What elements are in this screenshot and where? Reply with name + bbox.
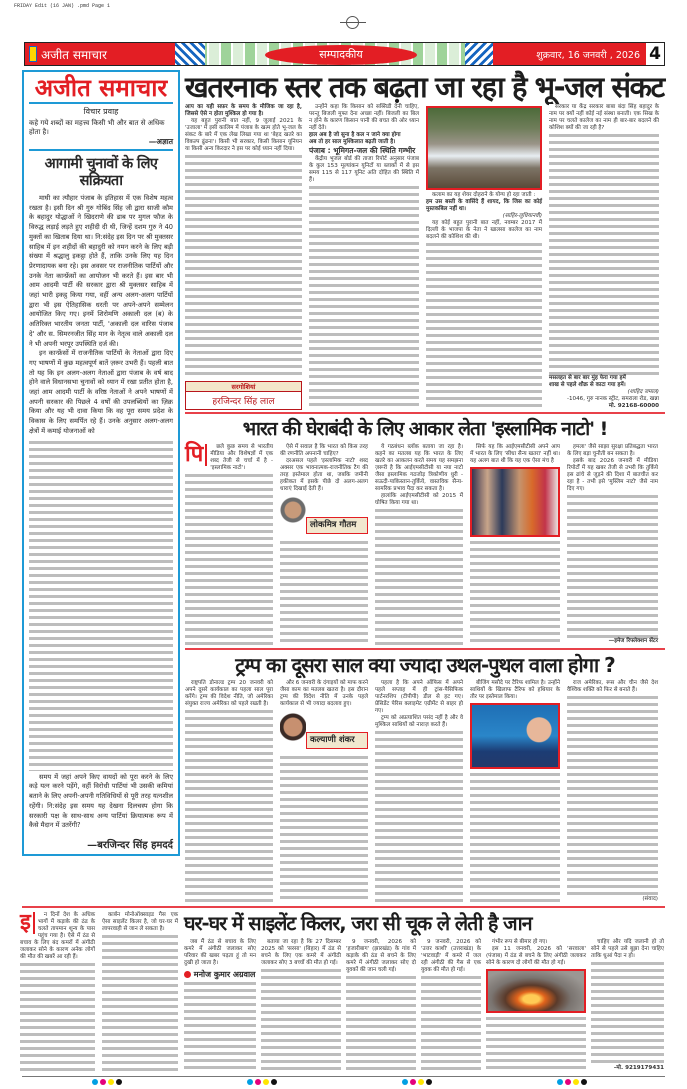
article-columns xyxy=(185,444,665,645)
islamic-nato-article xyxy=(185,417,665,645)
article-column xyxy=(280,680,368,903)
article-subheading: पंजाब : भूमिगत-जल की स्थिति गम्भीर xyxy=(309,146,416,155)
print-slug: FRIDAY Edit (16 JAN) .pmd Page 1 xyxy=(14,3,111,9)
yellow-dot xyxy=(108,1079,114,1085)
article-text: हमला' जैसे साझा सुरक्षा प्रतिबद्धता भारत के लिए बड़ा चुनौती बन सकता है। xyxy=(567,444,658,457)
article-column xyxy=(185,680,273,903)
color-registration-strip xyxy=(22,1079,665,1085)
groundwater-headline: खतरनाक स्तर तक बढ़ता जा रहा है भू-जल संकट xyxy=(185,70,664,104)
article-text: 9 जनवरी, 2026 को 'हजारीबाग' (झारखंड) के गांव में कड़ाके की ठंड से बचने के लिए कमरे में अंगीठी जलाकर सोए दो युवकों की जान चली गई। xyxy=(346,939,416,973)
article-body-continued xyxy=(591,960,664,1065)
article-column xyxy=(375,444,463,645)
article-text: यह कोई बहुत पुरानी बात नहीं, नवम्बर 2017 में दिल्ली के भाजपा के नेता ने खालसा कालेज का नाम बदलने की कोशिश की थी। xyxy=(426,220,542,240)
article-column xyxy=(280,444,368,645)
brand-logo-icon xyxy=(29,46,37,62)
article-columns xyxy=(20,912,178,1072)
article-column xyxy=(185,444,273,645)
article-text: ये गठबंधन ब्लॉक बताया जा रहा है। कहने का मतलब यह कि भारत के लिए खतरे का आकलन करते समय यह समझना ज़रूरी है कि आईएमसीटीसी या नया नाटो जैसा इस्लामिक गठजोड़ त्रिकोणीय धुरी - सऊदी-पाकिस्तान-तुर्किये, वास्तविक सैन्य-सामरिक प्रभाव पैदा कर सकता है। xyxy=(375,444,463,492)
article-column xyxy=(549,104,659,410)
article-text: 9 जनवरी, 2026 को 'उत्तर काशी' (उत्तराखंड) के 'भाटवाड़ी' में कमरे में जल रही अंगीठी की गैस से एक युवक की मौत हो गई। xyxy=(421,939,481,973)
trump-headline: ट्रम्प का दूसरा साल क्या ज्यादा उथल-पुथल वाला होगा ? xyxy=(185,653,665,677)
couplet-poet: (शाहिद जमाल) xyxy=(627,389,659,395)
article-column xyxy=(309,104,419,410)
section-divider xyxy=(185,648,665,650)
article-column xyxy=(470,444,560,645)
article-text: इस 11 जनवरी, 2026 को 'सरवाला' (पंजाब) में ठंड से बचने के लिए अंगीठी जलाकर सोने के कारण दो लोगों की मौत हो गई। xyxy=(486,946,586,966)
section-divider xyxy=(185,412,665,414)
article-column xyxy=(184,939,256,1072)
registration-mark-circle xyxy=(346,16,359,29)
article-body-continued xyxy=(346,974,416,1072)
section-title: सम्पादकीय xyxy=(265,45,417,65)
column-label: सरगोशियां xyxy=(186,382,301,392)
article-text: हालांकि आईएमसीटीसी को 2015 में घोषित किया गया था। xyxy=(375,493,463,506)
author-photo xyxy=(280,711,306,751)
editorial-paragraph: समय में जहां अपने किए वायदों को पूरा करने के लिए कड़े यत्न करने पड़ेंगे, वहीं विरोधी पार्टियां भी उसकी कमियां बताने के लिए अपनी-अपनी गतिविधियों से पूरी तरह यत्नशील रहेंगी। नि:संदेह इस समय यह देखना दिलचस्प होगा कि सरकारी पक्ष के साथ-साथ अन्य पार्टियां क्रियात्मक रूप में कैसे मैदान में उतरेंगी? xyxy=(29,772,173,830)
article-text: न दिनों देश के अधिक भागों में कड़ाके की ठंड के चलते तापमान शून्य के पास पहुंच गया है। ऐसे में ठंड से बचाव के लिए बंद कमरों में अंगीठी जलाकर सोने के कारण अनेक लोगों की मौत की खबरें आ रही हैं। xyxy=(20,912,95,960)
author-box xyxy=(280,711,368,751)
article-body-continued xyxy=(185,153,302,378)
page-number: 4 xyxy=(646,43,664,65)
article-column xyxy=(20,912,95,1072)
article-column xyxy=(375,680,463,903)
leaders-photo xyxy=(470,467,560,537)
article-text: गंभीर रूप से बीमार हो गए। xyxy=(492,939,548,945)
article-couplet: मसलहत से बार बार मुंह फेरा गया हमें xyxy=(549,375,626,381)
article-body-continued xyxy=(185,472,273,645)
article-text: चाहिए और यदि जलानी हो तो सोने से पहले उसे बुझा देना चाहिए ताकि धुआं पैदा न हो। xyxy=(591,939,664,959)
yellow-dot xyxy=(263,1079,269,1085)
author-phone: -मो. 9219179431 xyxy=(613,1065,664,1071)
article-body-continued xyxy=(470,771,560,903)
header-brand: अजीत समाचार xyxy=(41,48,107,62)
article-column xyxy=(567,680,658,903)
source-credit: —इमेज रिफ्लेक्शन सेंटर xyxy=(608,638,658,644)
article-text: पहला है कि अपने ऑफिस में अपने पहले सप्ताह में ही ट्रांस-पैसिफिक पार्टनरशिप (टीपीपी) डील से हट गए। प्रेसिडेंट पेरिस क्लाइमेट एग्रीमेंट से बाहर हो गए। xyxy=(375,680,463,714)
article-columns xyxy=(184,939,664,1072)
trump-photo xyxy=(470,703,560,769)
editorial-paragraph: इन कान्फ्रेंसों में राजनीतिक पार्टियों के नेताओं द्वारा दिए गए भाषणों में कुछ महत्वपूर्ण बातें ज़रूर उभरी हैं। पहली बात तो यह कि इन अलग-अलग नेताओं द्वारा पंजाब के वर्ष बाद होने वाले विधानसभा चुनावों को ध्यान में रखा प्रतीत होता है, जहां आम आदमी पार्टी के वरिष्ठ नेताओं ने अपने भाषणों में अपनी सरकार की पिछले 4 वर्षों की उपलब्धियों का ज़िक्र किया और यह भी दावा किया कि वह पूरा समय प्रदेश के विकास के लिए समर्पित रहे हैं। उनके अनुसार अलग-अलग क्षेत्रों में कमाई योजनाओं को xyxy=(29,349,173,435)
author-address: -1046, गुरु नानक स्ट्रीट, समराला रोड, खन्ना xyxy=(566,396,659,402)
magenta-dot xyxy=(255,1079,261,1085)
cyan-dot xyxy=(402,1079,408,1085)
article-text: और 6 जनवरी के दंगाइयों को माफ करने जैसा काम का मतलब खतरा है। इस दौरान ट्रम्प की विदेश नीति में उनके पहले कार्यकाल से भी ज्यादा बदलाव हुए। xyxy=(280,680,368,707)
article-column xyxy=(185,104,302,410)
author-box xyxy=(185,381,302,410)
yellow-dot xyxy=(573,1079,579,1085)
article-couplet: हम उस बस्ती के वासिंदे हैं शायद, कि जिस का कोई मुस्तकबिल नहीं था। xyxy=(426,199,542,212)
article-text: आप का यही सफ़र के समय के मौजिक जा रहा है, जिससे ऐसे न होता मुश्किल हो गया है। xyxy=(185,104,302,117)
article-text: बताया जा रहा है कि 27 दिसम्बर 2025 को 'सरसा' (बिहार) में ठंड से बचने के लिए एक कमरे में अंगीठी जलाकर सोए 3 बच्चों की मौत हो गई। xyxy=(261,939,341,966)
article-text: ऐसे में सवाल है कि भारत को किस तरह की रणनीति अपनानी चाहिए? xyxy=(280,444,368,457)
article-column xyxy=(102,912,178,1072)
black-dot xyxy=(581,1079,587,1085)
author-name: लोकमित्र गौतम xyxy=(306,517,368,534)
article-body-continued xyxy=(261,967,341,1072)
article-text: कलाम का यह शेयर दोहराने के योग्य हो रहा जाती : xyxy=(432,192,536,198)
author-phone: मो. 92168-60000 xyxy=(608,403,659,409)
quote-author: —अज्ञात xyxy=(29,137,173,151)
author-name: कल्याणी शंकर xyxy=(306,732,368,749)
article-text: यह बहुत पुरानी बात नहीं, 9 जुलाई 2021 के 'उजाला' में इसी कालिम में पंजाब के खत्म होते भू-जल के संकट के बारे में एक लेख लिखा गया था 'बेहद खतरे का विकल्प ढूंढना'। किसी भी सरकार, किसी किसान यूनियन या किसी अन्य किरदार ने इस पर कोई ध्यान नहीं दिया। xyxy=(185,118,302,152)
article-body-continued xyxy=(184,980,256,1072)
article-body-continued xyxy=(486,1015,586,1072)
article-text: ट्रम्प को अप्रत्याशित पसंद नहीं है और वे मुश्किल साथियों को नाराज़ करते हैं। xyxy=(375,715,463,728)
article-column xyxy=(421,939,481,1072)
author-box xyxy=(280,496,368,536)
masthead: अजीत समाचार xyxy=(29,75,173,104)
article-column xyxy=(486,939,586,1072)
cyan-dot xyxy=(557,1079,563,1085)
drop-cap: पि xyxy=(185,444,207,466)
article-text: बीजिंग मसौदे पर टैरिफ शामिल है। उन्होंने साथियों के खिलाफ टैरिफ को हथियार के तौर पर इस्तेमाल किया। xyxy=(470,680,560,700)
article-text: जब मैं ठंड से बचाव के लिए कमरे में अंगीठी जलाकर सोए परिवार की खबर पढ़ता हूं तो मन दुखी हो जाता है। xyxy=(184,939,256,966)
brazier-fire-photo xyxy=(486,969,586,1013)
editorial-signature: —बरजिन्दर सिंह हमदर्द xyxy=(87,840,173,851)
article-columns xyxy=(185,104,665,410)
bullet-icon xyxy=(184,971,191,978)
article-body-continued xyxy=(102,933,178,1072)
section-divider xyxy=(22,906,665,908)
article-text: छले कुछ समय से भारतीय मीडिया और विशेषज्ञों में एक शब्द तेजी से चर्चा में है - 'इस्लामिक नाटो'। xyxy=(210,444,273,471)
black-dot xyxy=(116,1079,122,1085)
cyan-dot xyxy=(92,1079,98,1085)
article-body-continued xyxy=(549,132,659,375)
article-text: कार्बन मोनोऑक्साइड गैस एक ऐसा साइलेंट किलर है, जो घर-घर में लापरवाही से जान ले सकता है। xyxy=(102,912,178,932)
article-text: सरकार या केंद्र सरकार बाबा बंदा सिंह बहादुर के नाम पर क्यों नहीं कोई नई संस्था बनाती। एक सिख के नाम पर चलते कालेज का नाम ही बार-बार बदलने की कोशिश क्यों की जा रही है? xyxy=(549,104,659,131)
article-text: इसके बाद 2026 जनवरी में मीडिया रिपोर्टों में यह खबर तेजी से उभरी कि तुर्किये इस ढांचे से जुड़ने की दिशा में बातचीत कर रहा है - तभी इसे 'मुस्लिम नाटो' जैसे नाम दिए गए। xyxy=(567,458,658,492)
groundwater-article xyxy=(185,70,665,410)
article-text: उन्होंने कहा कि किसान को सब्सिडी देनी चाहिए, परन्तु बिजली मुफ्त देना अच्छा नहीं। बिजली का बिल न होने के कारण किसान पानी की बचत की ओर ध्यान नहीं देते। xyxy=(309,104,419,131)
article-text: सिर्फ यह कि आईएमसीटीसी अपने आप में भारत के लिए 'सीधा सैन्य खतरा' नहीं था। यह अलग बात थी कि यह एक ऐसा मंच है xyxy=(470,444,560,464)
article-body-continued xyxy=(567,694,658,896)
article-column xyxy=(346,939,416,1072)
article-couplet: हाल अब है जो सुना है कल न जाने क्या होगा xyxy=(309,132,401,138)
article-body-continued xyxy=(280,539,368,645)
article-body-continued xyxy=(375,507,463,645)
yellow-dot xyxy=(418,1079,424,1085)
daily-quote: कहे गये शब्दों का महत्त्व किसी भी और बात से अधिक होता है। xyxy=(29,119,165,136)
magenta-dot xyxy=(565,1079,571,1085)
drop-cap: इ xyxy=(20,912,35,934)
magenta-dot xyxy=(410,1079,416,1085)
issue-date: शुक्रवार, 16 जनवरी , 2026 xyxy=(536,50,640,61)
author-photo xyxy=(280,496,306,536)
footer-rule xyxy=(22,1076,665,1077)
article-body-continued xyxy=(426,241,542,410)
black-dot xyxy=(271,1079,277,1085)
cyan-dot xyxy=(247,1079,253,1085)
header-stripes-left xyxy=(175,43,205,66)
article-body-continued xyxy=(185,708,273,903)
magenta-dot xyxy=(100,1079,106,1085)
silent-killer-article xyxy=(184,912,664,1072)
trump-article xyxy=(185,653,665,903)
source-credit: (संवाद) xyxy=(642,896,658,902)
groundwater-photo xyxy=(426,106,542,190)
article-text: राज अमेरिका, रूस और चीन जैसे देश वैश्विक शक्ति को फिर से बनाते हैं। xyxy=(567,680,658,693)
article-column xyxy=(426,104,542,410)
author-name: मनोज कुमार अग्रवाल xyxy=(193,970,256,979)
article-body-continued xyxy=(470,539,560,645)
black-dot xyxy=(426,1079,432,1085)
article-body-continued xyxy=(280,754,368,903)
article-column xyxy=(567,444,658,645)
article-text: केंद्रीय भूजल बोर्ड की ताजा रिपोर्ट अनुसार पंजाब के कुल 153 मूल्यांकन यूनिटों या ब्लाकों में से इस समय 115 से 117 यूनिट अति दोहित की स्थिति में हैं। xyxy=(309,156,419,183)
article-text: राष्ट्रपति डोनाल्ड ट्रम्प 20 जनवरी को अपने दूसरे कार्यकाल का पहला साल पूरा करेंगे। ट्रम्प की विदेश नीति, जो अमेरिका संयुक्त राज्य अमेरिका को पहले रखती है। xyxy=(185,680,273,707)
islamic-nato-headline: भारत की घेराबंदी के लिए आकार लेता 'इस्लामिक नाटो' ! xyxy=(185,417,665,441)
article-couplet: अब तो हर साल मुश्किलात बढ़ती जाती है। xyxy=(309,139,396,145)
article-column xyxy=(591,939,664,1072)
article-body-continued xyxy=(567,493,658,638)
article-body-continued xyxy=(20,961,95,1072)
author-name: हरजिन्दर सिंह लाल xyxy=(212,397,275,407)
silent-killer-headline: घर-घर में साइलेंट किलर, जरा सी चूक ले लेती है जान xyxy=(184,912,664,936)
article-column xyxy=(261,939,341,1072)
editorial-headline: आगामी चुनावों के लिए सक्रियता xyxy=(44,156,158,189)
header-stripes-right xyxy=(465,43,493,66)
silent-killer-left-columns xyxy=(20,912,178,1072)
article-body-continued xyxy=(421,974,481,1072)
author-byline xyxy=(184,970,256,980)
article-body-continued xyxy=(375,729,463,903)
article-text: दरअसल पहले 'इस्लामिक नाटो' शब्द अक्सर एक भावनात्मक-राजनीतिक टैग की तरह इस्तेमाल होता था, जबकि जमीनी हकीकत में इसके पीछे दो अलग-अलग धाराएं दिखाई देती हैं। xyxy=(280,458,368,492)
article-columns xyxy=(185,680,665,903)
article-body-continued xyxy=(309,184,419,410)
article-couplet: शाख से पहले शौक़ से काटा गया हमें। xyxy=(549,382,626,388)
page-header-bar xyxy=(24,42,665,66)
thought-flow-label: विचार प्रवाह xyxy=(83,107,119,116)
editorial-column xyxy=(22,70,180,856)
article-column xyxy=(470,680,560,903)
couplet-poet: (साहिर-लुधियानवी) xyxy=(502,213,542,219)
editorial-paragraph: माघी का त्यौहार पंजाब के इतिहास में एक विशेष महत्व रखता है। इसी दिन श्री गुरु गोबिंद सिंह जी द्वारा साजी कौम के बहादुर योद्धाओं ने खिदराणे की ढाब पर मुगल फौज के विरुद्ध लड़ाई लड़ते हुए शहीदी दी थी, जिन्हें दशम गुरु ने 40 मुक्तों का खिताब दिया था। नि:संदेह इस दिन पर श्री मुक्तसर साहिब में इन शहीदों की बहादुरी को नमन करने के लिए बड़ी संख्या में श्रद्धालु इकट्ठा होते हैं, ताकि उनके लिए यह दिन प्रेरणादायक बना रहे। इस अवसर पर राजनीतिक पार्टियों और उनके नेता कान्फ्रेंसों का आयोजन भी करते हैं। इस बार भी आम आदमी पार्टी की सरकार द्वारा श्री मुक्तसर साहिब में जहां भारी इकट्ठ किया गया, वहीं अन्य अलग-अलग पार्टियों द्वारा भी इस ऐतिहासिक धरती पर अपने-अपने सम्मेलन आयोजित किए गए। इनमें शिरोमणि अकाली दल (ब) के अतिरिक्त भारतीय जनता पार्टी, 'अकाली दल वारिस पंजाब दे' और स. सिमरनजीत सिंह मान के नेतृत्व वाले अकाली दल ने भी अपनी भरपूर उपस्थिति दर्ज की। xyxy=(29,194,173,348)
editorial-body-continued xyxy=(29,439,173,771)
